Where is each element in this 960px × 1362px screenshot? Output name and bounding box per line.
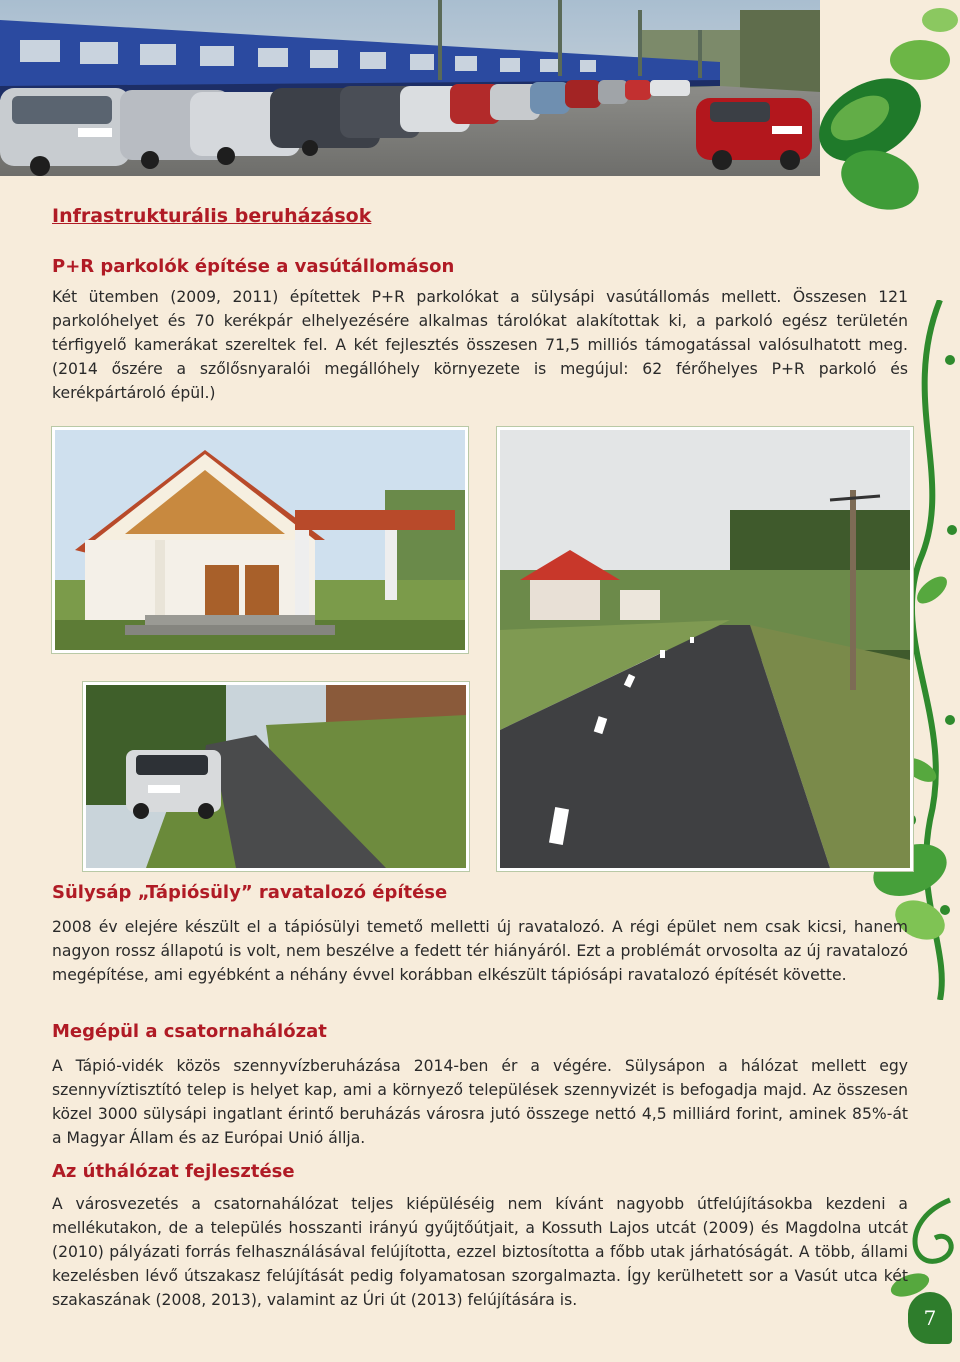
pr-parking-heading: P+R parkolók építése a vasútállomáson [52,256,455,277]
funeral-hall-photo [52,427,468,653]
pr-parking-paragraph: Két ütemben (2009, 2011) építettek P+R parkolókat a sülysápi vasútállomás mellett. Összesen 121 parkolóhelyet és 70 kerékpár elhelyezésére alkalmas tárolókat alakítottak ki, a parkoló egész területén térfigyelő kamerákat szereltek fel. A két fejlesztés összesen 71,5 milliós támogatással valósulhatott meg. (2014 őszére a szőlősnyaralói megállóhely környezete is megújul: 62 férőhelyes P+R parkoló és kerékpártároló épül.) [52,288,908,402]
page-number-badge [908,1292,952,1344]
sewer-network-heading: Megépül a csatornahálózat [52,1021,327,1042]
street-with-car-photo [83,682,469,871]
butterfly-decoration-icon [800,0,960,260]
parking-lot-photo [0,0,820,176]
road-network-heading: Az úthálózat fejlesztése [52,1161,295,1182]
funeral-hall-heading: Sülysáp „Tápiósüly” ravatalozó építése [52,882,448,903]
funeral-hall-paragraph: 2008 év elejére készült el a tápiósülyi temető melletti új ravatalozó. A régi épület nem csak kicsi, hanem nagyon rossz állapotú is volt, nem beszélve a fedett tér hiányáról. Ezt a problémát orvosolta az új ravatalozó megépítése, ami egyébként a néhány évvel korábban elkészült tápiósápi ravatalozó építését követte. [52,918,908,984]
village-road-photo [497,427,913,871]
road-network-paragraph: A városvezetés a csatornahálózat teljes kiépüléséig nem kívánt nagyobb útfelújításokba kezdeni a mellékutakon, de a település hosszanti irányú gyűjtőútjait, a Kossuth Lajos utcát (2009) és Magdolna utcát (2010) pályázati forrás felhasználásával felújította, ezzel biztosította a főbb utak járhatóságát. A több, állami kezelésben lévő útszakasz felújítását pedig folyamatosan szorgalmazta. Így kerülhetett sor a Vasút utca két szakaszának (2008, 2013), valamint az Úri út (2013) felújítására is. [52,1195,908,1309]
sewer-network-paragraph: A Tápió-vidék közös szennyvízberuházása 2014-ben ér a végére. Sülysápon a hálózat mellett egy szennyvíztisztító telep is helyet kap, ami a környező települések szennyvizét is befogadja majd. Az összesen közel 3000 sülysápi ingatlant érintő beruházás városra jutó összege nettó 4,5 milliárd forint, aminek 85%-át a Magyar Állam és az Európai Unió állja. [52,1057,908,1147]
page-number: 7 [923,1306,937,1330]
section-title: Infrastrukturális beruházások [52,205,372,227]
